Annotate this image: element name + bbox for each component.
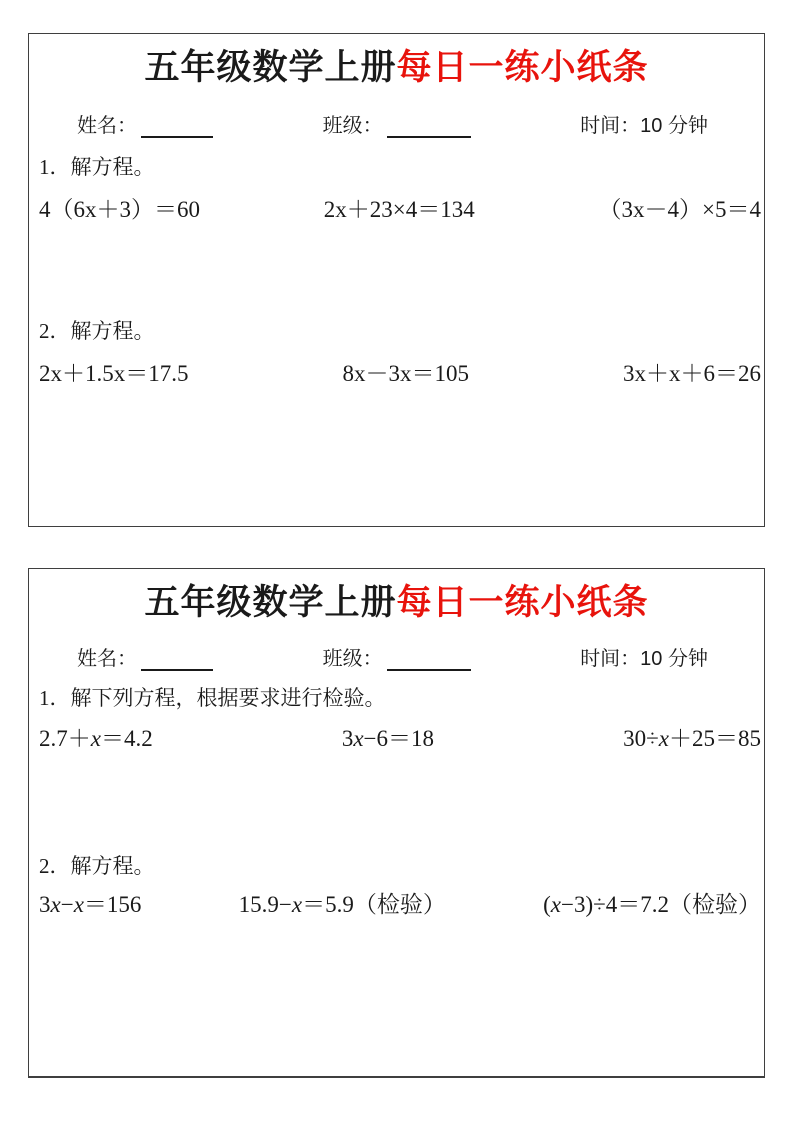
worksheet-title (29, 581, 764, 625)
time-label: 时间：10 分钟 (580, 115, 708, 137)
equation: 4（6x＋3）＝60 (39, 197, 200, 222)
equation: 2x＋1.5x＝17.5 (39, 361, 189, 386)
class-field (323, 109, 471, 138)
equation: 30÷x＋25＝85 (623, 726, 761, 751)
class-blank-line (387, 649, 471, 671)
equation: 2x＋23×4＝134 (323, 197, 475, 222)
time-label: 时间：10 分钟 (580, 648, 708, 670)
name-label: 姓名： (77, 648, 137, 670)
section-heading: 2．解方程。 (39, 319, 155, 343)
equation: (x−3)÷4＝7.2（检验） (543, 892, 761, 917)
problems-row (29, 194, 764, 226)
equation: 2.7＋x＝4.2 (39, 726, 153, 751)
worksheet-card-1 (28, 33, 765, 527)
equation: 3x＋x＋6＝26 (623, 361, 761, 386)
class-blank-line (387, 116, 471, 138)
class-field (323, 642, 471, 671)
problems-row (29, 889, 764, 921)
name-field (77, 642, 213, 671)
equation: 8x－3x＝105 (342, 361, 469, 386)
title-course-part: 五年级数学上册 (144, 583, 397, 622)
name-label: 姓名： (77, 115, 137, 137)
title-daily-practice-part: 每日一练小纸条 (396, 583, 649, 622)
header-fields-row (29, 110, 764, 138)
worksheet-title (29, 46, 764, 90)
section-heading: 1．解下列方程，根据要求进行检验。 (39, 686, 386, 710)
class-label: 班级： (322, 115, 383, 137)
header-fields-row (29, 643, 764, 671)
time-field (580, 642, 708, 671)
equation: 15.9−x＝5.9（检验） (238, 892, 446, 917)
title-daily-practice-part: 每日一练小纸条 (396, 48, 649, 87)
equation: （3x－4）×5＝4 (598, 197, 761, 222)
time-field (580, 109, 708, 138)
title-course-part: 五年级数学上册 (144, 48, 397, 87)
equation: 3x−6＝18 (341, 726, 435, 751)
section-heading: 2．解方程。 (39, 854, 155, 878)
equation: 3x−x＝156 (39, 892, 142, 917)
name-blank-line (141, 116, 213, 138)
section-heading: 1．解方程。 (39, 155, 155, 179)
name-blank-line (141, 649, 213, 671)
class-label: 班级： (322, 648, 383, 670)
worksheet-card-2 (28, 568, 765, 1078)
problems-row (29, 358, 764, 390)
problems-row (29, 723, 764, 755)
name-field (77, 109, 213, 138)
